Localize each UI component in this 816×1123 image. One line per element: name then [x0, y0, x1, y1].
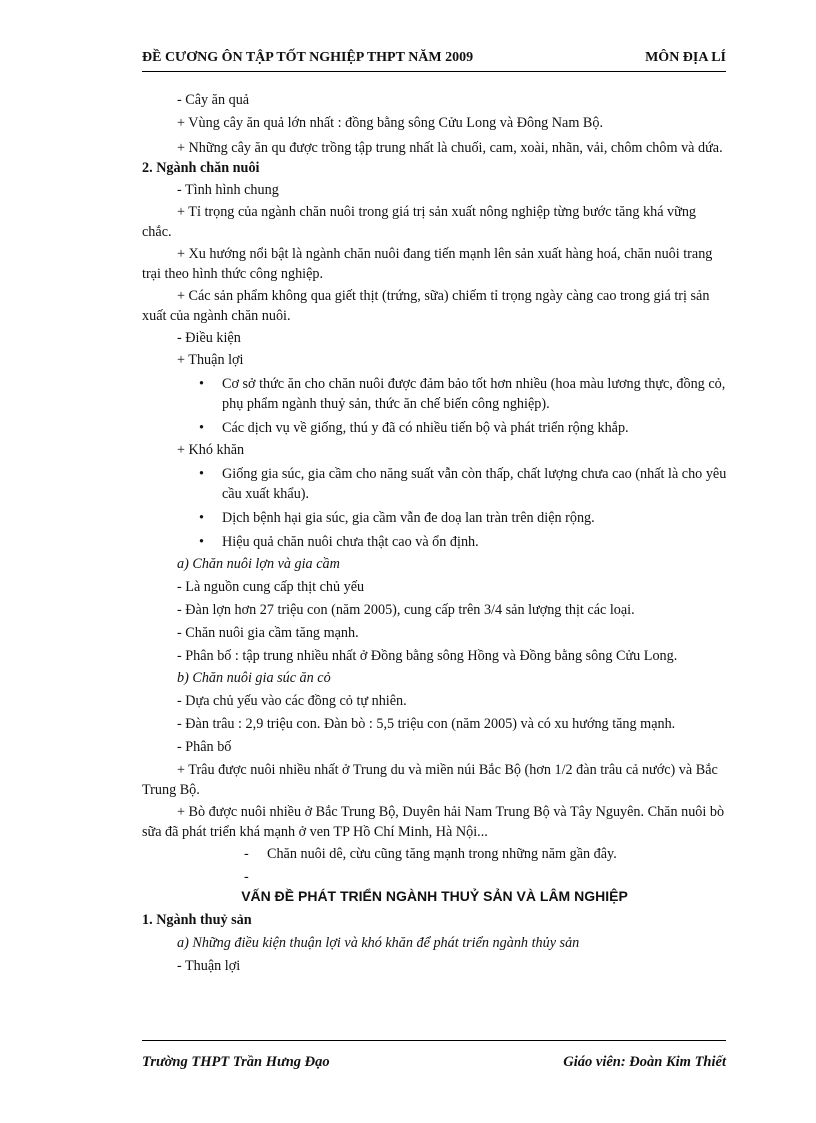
- document-body: [142, 90, 727, 976]
- text-line: + Tỉ trọng của ngành chăn nuôi trong giá trị sản xuất nông nghiệp từng bước tăng khá vững chắc.: [142, 204, 697, 240]
- text-line: + Vùng cây ăn quả lớn nhất : đồng bằng sông Cửu Long và Đông Nam Bộ.: [177, 115, 604, 131]
- text-line: - Điều kiện: [177, 330, 241, 346]
- text-line: - Chăn nuôi gia cầm tăng mạnh.: [177, 625, 359, 641]
- text-line: + Thuận lợi: [177, 352, 244, 368]
- text-line: + Bò được nuôi nhiều ở Bắc Trung Bộ, Duyên hải Nam Trung Bộ và Tây Nguyên. Chăn nuôi bò sữa đã phát triển khá mạnh ở ven TP Hồ Chí Minh, Hà Nội...: [142, 804, 725, 840]
- text-line: - Đàn lợn hơn 27 triệu con (năm 2005), cung cấp trên 3/4 sản lượng thịt các loại.: [177, 602, 635, 618]
- subsection-heading: a) Những điều kiện thuận lợi và khó khăn để phát triển ngành thủy sản: [177, 935, 580, 951]
- text-line: - Phân bố : tập trung nhiều nhất ở Đồng bằng sông Hồng và Đồng bằng sông Cửu Long.: [177, 648, 678, 664]
- chapter-title: VẤN ĐỀ PHÁT TRIỂN NGÀNH THUỶ SẢN VÀ LÂM NGHIỆP: [241, 888, 628, 904]
- header-subject: MÔN ĐỊA LÍ: [645, 50, 726, 65]
- section-heading: 2. Ngành chăn nuôi: [142, 160, 260, 176]
- bullet-item: • Giống gia súc, gia cầm cho năng suất vẫn còn thấp, chất lượng chưa cao (nhất là cho yêu cầu xuất khẩu).: [142, 464, 727, 504]
- header-title: ĐỀ CƯƠNG ÔN TẬP TỐT NGHIỆP THPT NĂM 2009: [142, 50, 474, 65]
- text-line: + Khó khăn: [177, 442, 245, 458]
- dash-item: [142, 844, 727, 864]
- text-line: - Đàn trâu : 2,9 triệu con. Đàn bò : 5,5 triệu con (năm 2005) và có xu hướng tăng mạnh.: [177, 716, 676, 732]
- text-line: - Thuận lợi: [177, 958, 241, 974]
- subsection-heading: a) Chăn nuôi lợn và gia cầm: [177, 556, 340, 572]
- footer-teacher: Giáo viên: Đoàn Kim Thiết: [563, 1054, 726, 1070]
- text-line: + Xu hướng nổi bật là ngành chăn nuôi đang tiến mạnh lên sản xuất hàng hoá, chăn nuôi trang trại theo hình thức công nghiệp.: [142, 246, 713, 282]
- bullet-item: • Các dịch vụ về giống, thú y đã có nhiều tiến bộ và phát triển rộng khắp.: [142, 418, 727, 438]
- dash-marker: -: [244, 846, 249, 862]
- text-line: - Cây ăn quả: [177, 92, 250, 108]
- text-line: - Tình hình chung: [177, 182, 279, 198]
- text-line: - Phân bố: [177, 739, 232, 755]
- section-heading: 1. Ngành thuỷ sản: [142, 912, 252, 928]
- text-line: - Là nguồn cung cấp thịt chủ yếu: [177, 579, 365, 595]
- text-line: - Dựa chủ yếu vào các đồng cỏ tự nhiên.: [177, 693, 407, 709]
- bullet-item: • Dịch bệnh hại gia súc, gia cầm vẫn đe doạ lan tràn trên diện rộng.: [142, 508, 727, 528]
- page-header: [142, 50, 726, 72]
- bullet-item: • Cơ sở thức ăn cho chăn nuôi được đảm bảo tốt hơn nhiều (hoa màu lương thực, đồng cỏ, phụ phẩm ngành thuỷ sản, thức ăn chế biến công nghiệp).: [142, 374, 727, 414]
- text-line: + Các sản phẩm không qua giết thịt (trứng, sữa) chiếm tỉ trọng ngày càng cao trong giá trị sản xuất của ngành chăn nuôi.: [142, 288, 710, 324]
- bullet-item: • Hiệu quả chăn nuôi chưa thật cao và ổn định.: [142, 532, 727, 552]
- text-line: + Trâu được nuôi nhiều nhất ở Trung du và miền núi Bắc Bộ (hơn 1/2 đàn trâu cả nước) và Bắc Trung Bộ.: [142, 762, 718, 798]
- text-line: + Những cây ăn qu được trồng tập trung nhất là chuối, cam, xoài, nhãn, vải, chôm chôm và dứa.: [177, 140, 723, 156]
- page-footer: [142, 1040, 726, 1071]
- dash-item-text: Chăn nuôi dê, cừu cũng tăng mạnh trong những năm gần đây.: [267, 846, 617, 862]
- dash-marker: -: [244, 869, 249, 885]
- subsection-heading: b) Chăn nuôi gia súc ăn cỏ: [177, 670, 331, 686]
- footer-school: Trường THPT Trần Hưng Đạo: [142, 1054, 330, 1070]
